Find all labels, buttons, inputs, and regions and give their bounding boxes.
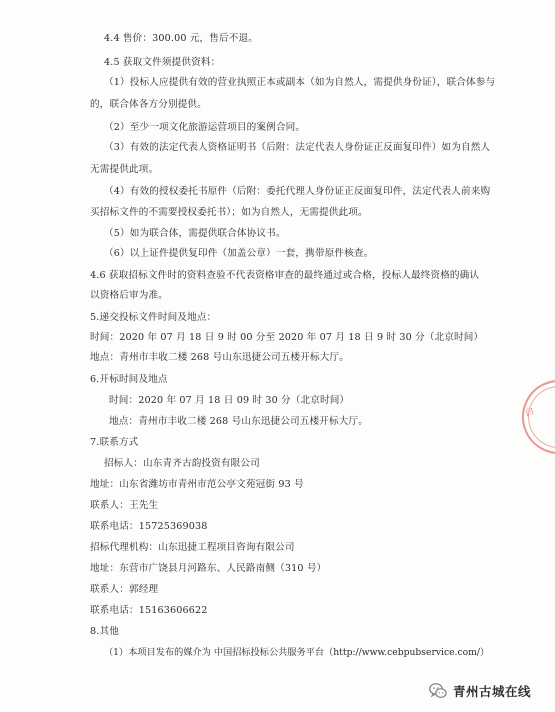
wechat-icon <box>428 681 448 701</box>
doc-line: 无需提供此项。 <box>90 164 159 175</box>
doc-line: （2）至少一项文化旅游运营项目的案例合同。 <box>104 122 306 133</box>
doc-line: 的，联合体各方分别提供。 <box>90 99 207 110</box>
doc-line: 招标人：山东青齐古韵投资有限公司 <box>104 458 260 469</box>
doc-line: （5）如为联合体，需提供联合体协议书。 <box>104 228 286 239</box>
doc-line: （3）有效的法定代表人资格证明书（后附：法定代表人身份证正反面复印件）如为自然人 <box>104 142 491 153</box>
doc-line: 联系人：王先生 <box>90 500 159 511</box>
doc-line: 地点：青州市丰收二楼 268 号山东迅捷公司五楼开标大厅。 <box>109 416 369 427</box>
doc-line: 4.4 售价：300.00 元，售后不退。 <box>104 33 259 44</box>
doc-line: 8.其他 <box>90 626 119 637</box>
doc-line: （6）以上证件提供复印件（加盖公章）一套，携带原件核查。 <box>104 248 374 259</box>
doc-line: 时间：2020 年 07 月 18 日 9 时 00 分至 2020 年 07 月 18 日 9 时 30 分（北京时间） <box>90 332 484 343</box>
doc-line: 6.开标时间及地点 <box>90 374 168 385</box>
account-watermark <box>428 681 531 701</box>
seal-text: 白 <box>523 406 536 419</box>
doc-line: 4.6 获取招标文件时的资料查验不代表资格审查的最终通过或合格，投标人最终资格的确认 <box>90 270 480 281</box>
doc-line: （1）本项目发布的媒介为 中国招标投标公共服务平台（http://www.cebpubservice.com/） <box>104 647 490 658</box>
doc-line: 招标代理机构：山东迅捷工程项目咨询有限公司 <box>90 542 295 553</box>
doc-line: 联系电话：15725369038 <box>90 521 208 532</box>
doc-line: 地址：山东省潍坊市青州市范公亭文苑冠街 93 号 <box>90 479 304 490</box>
doc-line: 地址：东营市广饶县月河路东、人民路南侧（310 号） <box>90 563 327 574</box>
doc-line: 买招标文件的不需要授权委托书）；如为自然人，无需提供此项。 <box>90 207 368 218</box>
doc-line: （1）投标人应提供有效的营业执照正本或副本（如为自然人，需提供身份证），联合体参与 <box>104 77 496 88</box>
doc-line: （4）有效的授权委托书原件（后附：委托代理人身份证正反面复印件，法定代表人前来购 <box>104 186 491 197</box>
doc-line: 联系人：郭经理 <box>90 584 159 595</box>
doc-line: 以资格后审为准。 <box>90 290 168 301</box>
doc-line: 5.递交投标文件时间及地点： <box>90 312 217 323</box>
watermark-text: 青州古城在线 <box>453 684 532 699</box>
doc-line: 7.联系方式 <box>90 437 139 448</box>
doc-line: 时间：2020 年 07 月 18 日 09 时 30 分（北京时间） <box>109 395 350 406</box>
doc-line: 联系电话：15163606622 <box>90 605 208 616</box>
doc-line: 4.5 获取文件须提供资料： <box>104 57 221 68</box>
doc-line: 地点：青州市丰收二楼 268 号山东迅捷公司五楼开标大厅。 <box>90 352 350 363</box>
